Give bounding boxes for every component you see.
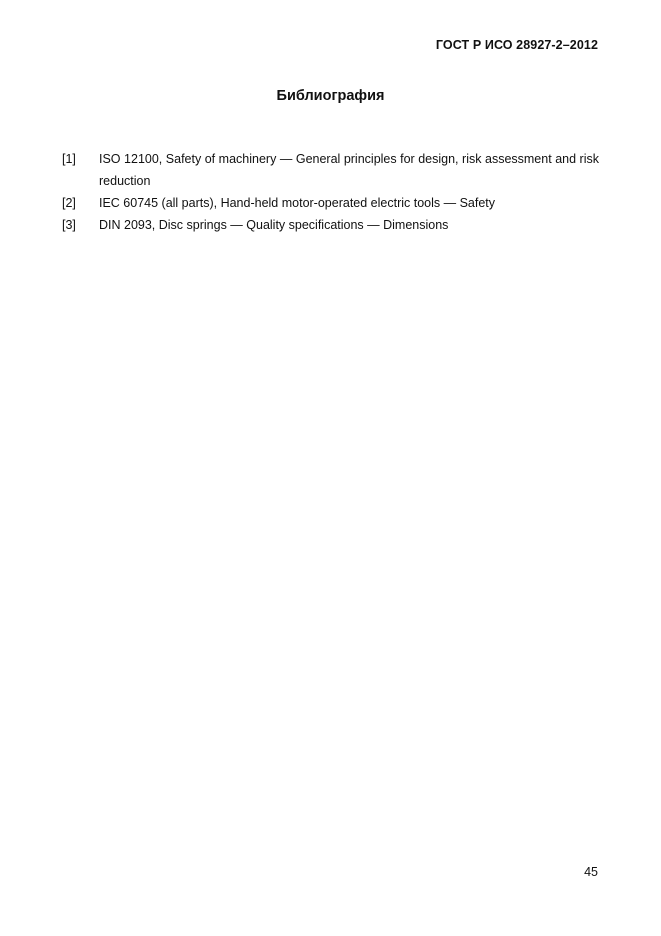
bibliography-item: [62, 192, 599, 214]
page-title: Библиография: [276, 88, 385, 104]
document-standard-code: ГОСТ Р ИСО 28927-2–2012: [435, 38, 598, 52]
reference-text: IEC 60745 (all parts), Hand-held motor-operated electric tools — Safety: [99, 196, 496, 210]
reference-number: [2]: [62, 196, 76, 210]
page-number: 45: [584, 865, 598, 879]
bibliography-item: [62, 148, 599, 192]
reference-number: [1]: [62, 152, 76, 166]
reference-text: ISO 12100, Safety of machinery — General principles for design, risk assessment and risk reduction: [99, 152, 599, 188]
reference-number: [3]: [62, 218, 76, 232]
bibliography-list: [62, 148, 599, 236]
reference-text: DIN 2093, Disc springs — Quality specifications — Dimensions: [99, 218, 449, 232]
bibliography-item: [62, 214, 599, 236]
